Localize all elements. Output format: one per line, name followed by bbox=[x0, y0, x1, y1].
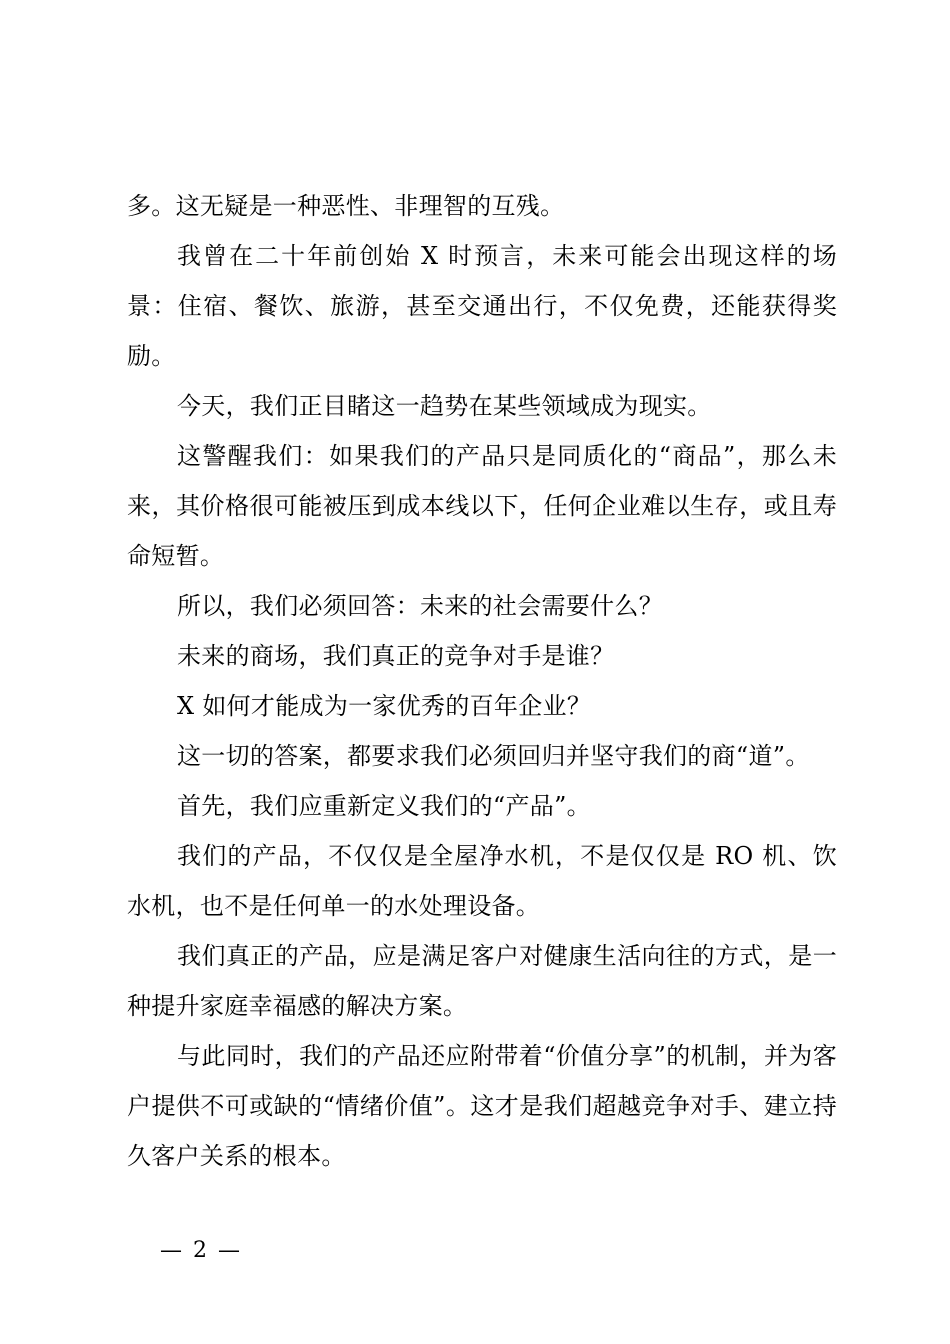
document-body bbox=[127, 181, 837, 1181]
paragraph: 所以，我们必须回答：未来的社会需要什么？ bbox=[177, 592, 663, 620]
paragraph: 我们的产品，不仅仅是全屋净水机，不是仅仅是 RO 机、饮水机，也不是任何单一的水处理设备。 bbox=[127, 842, 837, 920]
paragraph: X 如何才能成为一家优秀的百年企业？ bbox=[177, 692, 592, 720]
page-number: — 2 — bbox=[160, 1238, 242, 1263]
paragraph: 多。这无疑是一种恶性、非理智的互残。 bbox=[127, 192, 565, 220]
paragraph: 这警醒我们：如果我们的产品只是同质化的“商品”，那么未来，其价格很可能被压到成本线以下，任何企业难以生存，或且寿命短暂。 bbox=[127, 442, 837, 570]
paragraph: 首先，我们应重新定义我们的“产品”。 bbox=[177, 792, 591, 820]
paragraph: 今天，我们正目睹这一趋势在某些领域成为现实。 bbox=[177, 392, 712, 420]
paragraph: 这一切的答案，都要求我们必须回归并坚守我们的商“道”。 bbox=[177, 742, 810, 770]
paragraph: 我曾在二十年前创始 X 时预言，未来可能会出现这样的场景：住宿、餐饮、旅游，甚至交通出行，不仅免费，还能获得奖励。 bbox=[127, 242, 837, 370]
paragraph: 未来的商场，我们真正的竞争对手是谁？ bbox=[177, 642, 615, 670]
paragraph: 我们真正的产品，应是满足客户对健康生活向往的方式，是一种提升家庭幸福感的解决方案。 bbox=[127, 942, 837, 1020]
paragraph: 与此同时，我们的产品还应附带着“价值分享”的机制，并为客户提供不可或缺的“情绪价值”。这才是我们超越竞争对手、建立持久客户关系的根本。 bbox=[127, 1042, 837, 1170]
